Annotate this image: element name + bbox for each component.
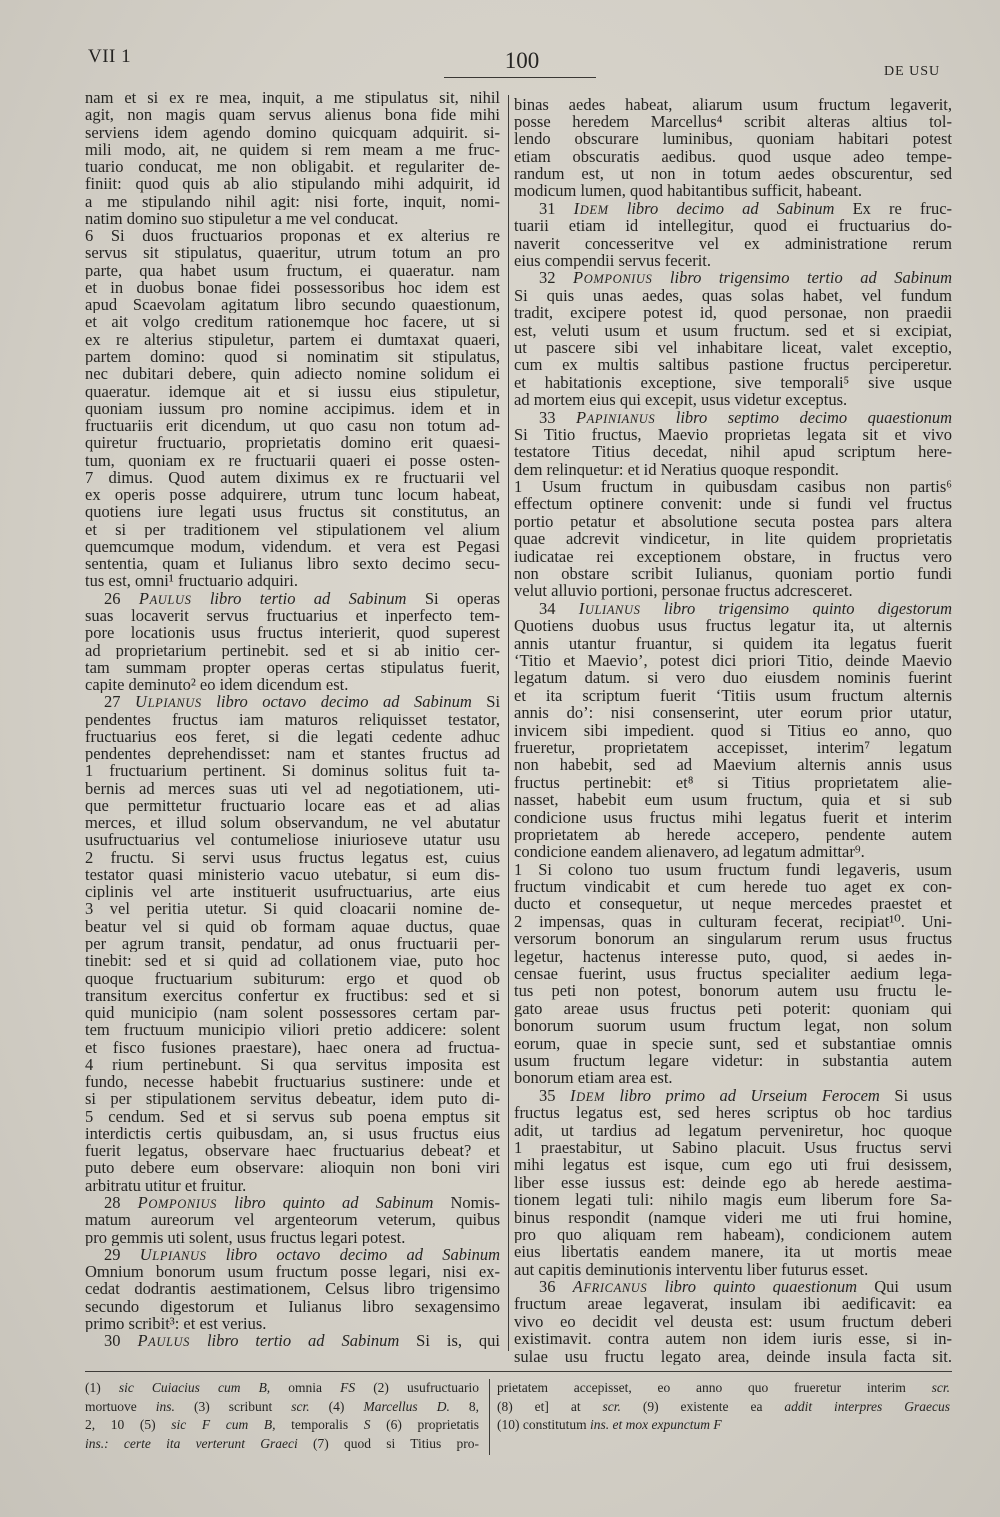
text-line: pore locationis usus fructus interierit, quod superest <box>85 624 500 642</box>
text-line: gato areae usus fructus peti poterit: quoniam qui <box>514 999 952 1018</box>
text-line: capite deminuto² eo idem dicendum est. <box>85 676 349 694</box>
text-line: ducto et consequetur, ut neque mercedes praestet et <box>514 895 952 913</box>
text-line: tum, quoniam ex re fructuarii quaeri ei posse osten- <box>85 451 500 469</box>
text-line: beatur vel si quid ob formam aquae ductus, quae <box>85 917 500 936</box>
footnote-text: sic F cum B, <box>171 1417 276 1433</box>
text-line: condicione usus fructus mihi legatus fuerit et interim <box>514 808 952 826</box>
text-line: serviens idem agendo domino quicquam adquirit. si- <box>85 123 500 141</box>
text-line: Omnium bonorum usum fructum posse legari, nisi ex- <box>85 1263 500 1281</box>
footnote-text: ins. <box>155 1398 175 1414</box>
text-line: matum aureorum vel argenteorum veterum, quibus <box>85 1211 500 1229</box>
text-line: agit, non magis quam servus alienus bona fide mihi <box>85 106 500 124</box>
text-line: bonorum etiam area est. <box>514 1069 673 1087</box>
fragment-heading-line <box>514 409 952 426</box>
footnote-text: omnia <box>270 1380 341 1395</box>
text-line: pro quo aliquam rem habeam), condicionem autem <box>514 1225 952 1244</box>
fragment-num: 27 <box>104 693 121 711</box>
text-line: 2 impensas, quas in culturam fecerat, recipiat¹⁰. Uni- <box>514 912 952 931</box>
fragment-work: libro trigensimo quinto digestorum <box>663 599 952 618</box>
footnote-text: (2) usufructuario <box>355 1380 479 1395</box>
text-line: frueretur, proprietatem accepisset, interim⁷ legatum <box>514 738 952 757</box>
footnote-text: temporalis <box>275 1417 364 1433</box>
text-line: posse heredem Marcellus⁴ scribit alteras altius tol- <box>514 112 952 131</box>
text-line: randum est, ut non in totum aedes obscurentur, sed <box>514 165 952 183</box>
text-line: eorum, quae in specie sunt, sed et substantiae omnis <box>514 1034 952 1052</box>
text-line: vivo eo decidit vel deusta est: usum fructum deberi <box>514 1312 952 1331</box>
text-line: 1 Usum fructum in quibusdam casibus non partis⁶ <box>514 478 952 496</box>
text-line: legetur, hactenus interesse puto, quod, si aedes in- <box>514 947 952 966</box>
text-line: velut alluvio portioni, personae fructus adcresceret. <box>514 582 853 600</box>
text-line: servus sit stipulatus, quaeritur, utrum totum an pro <box>85 244 500 262</box>
fragment-heading-line <box>85 693 500 710</box>
text-line: eius compendii servus fecerit. <box>514 252 712 270</box>
fragment-heading-line <box>514 269 952 286</box>
footnote-line <box>85 1379 479 1398</box>
text-line: fructuarius eos feret, si die legati cedente adhuc <box>85 727 500 746</box>
fragment-heading-line <box>514 200 952 217</box>
text-line: nec dubitari debere, quin adiecto nomine solidum ei <box>85 365 500 383</box>
text-line: quaeratur. idemque ait et si iussu eius stipuletur, <box>85 382 500 400</box>
text-line: condicione eandem alienavero, ad legatum admittar⁹. <box>514 843 865 861</box>
text-line: 3 vel peritia utetur. Si quid cloacarii nomine de- <box>85 900 500 918</box>
fragment-num: 29 <box>104 1245 121 1264</box>
text-line: arbitratu utitur et fruitur. <box>85 1176 247 1194</box>
text-line: 1 praestabitur, ut Sabino placuit. Usus fructus servi <box>514 1138 952 1157</box>
text-line: suas locaverit servus fructuarius et inperfecto tem- <box>85 606 500 625</box>
fragment-num: 28 <box>104 1194 121 1212</box>
text-line: ad mortem eius qui excepit, usus videtur exceptus. <box>514 391 848 409</box>
text-line: per agrum transit, pendatur, ad onus fructuarii per- <box>85 935 500 953</box>
text-line: tionem legati tuli: nihilo magis eum liberum fore Sa- <box>514 1191 952 1209</box>
footnote-rule <box>85 1371 952 1372</box>
footnote-text: S <box>363 1417 371 1433</box>
text-line: mihi legatus est isque, cum ego uti frui desissem, <box>514 1156 952 1174</box>
text-line: secundo digestorum et Iulianus libro sexagensimo <box>85 1297 500 1315</box>
footnote-text: (4) <box>309 1398 364 1414</box>
fragment-author: PAULUS <box>137 1332 191 1350</box>
footnote-text: Marcellus D. <box>363 1398 450 1414</box>
footnote-text: scr. <box>931 1380 950 1395</box>
text-line: testatore Titius decedat, nihil apud scriptum here- <box>514 443 952 461</box>
fragment-work: libro decimo ad Sabinum <box>626 199 835 218</box>
text-line: 7 dimus. Quod autem diximus ex re fructuarii vel <box>85 468 500 487</box>
text-line: interdictis certis quibusdam, an, si usus fructus eius <box>85 1124 500 1143</box>
text-line: primo scribit³: et est verius. <box>85 1314 267 1333</box>
fragment-heading-line <box>514 1278 952 1295</box>
text-line: 1 fructuarium pertinent. Si dominus solitus fuit ta- <box>85 762 500 780</box>
text-line: modicum lumen, quod habitantibus sufficit, habeant. <box>514 182 862 200</box>
fragment-heading-line <box>85 1194 500 1211</box>
text-line: aut capitis deminutionis interventu liber futurus esset. <box>514 1260 869 1279</box>
fragment-author: IDEM <box>570 1086 606 1105</box>
fragment-author: POMPONIUS <box>573 269 653 287</box>
text-line: sententia, quam et Iulianus libro sexto decimo secu- <box>85 555 500 573</box>
fragment-text: Qui usum <box>874 1278 952 1296</box>
fragment-author: IULIANUS <box>578 599 641 618</box>
text-line: que permittetur fructuario locare eas et ad alias <box>85 796 500 815</box>
footnote-line <box>85 1398 479 1417</box>
fragment-num: 33 <box>539 408 556 426</box>
text-line: censae fuerint, usus fructus specialiter aedium lega- <box>514 965 952 983</box>
text-line: bernis ad merces suas uti vel ad negotiationem, uti- <box>85 779 500 797</box>
text-line: apud Scaevolam agitatum libro secundo quaestionum, <box>85 296 500 314</box>
text-line: quoniam iussum pro nomine accipimus. idem et in <box>85 399 500 418</box>
fragment-num: 30 <box>104 1332 121 1350</box>
running-title: DE USU <box>884 64 941 79</box>
text-line: ‘Titio et Maevio’, potest dici priori Titio, deinde Maevio <box>514 652 952 670</box>
text-line: naverit concesseritve vel ex administratione rerum <box>514 234 952 253</box>
text-line: tem fructuum municipio viliori pretio addicere: solent <box>85 1021 500 1039</box>
text-line: tradit, excipere potest id, quod personae, non praedii <box>514 304 952 322</box>
text-line: ciplinis vel arte instituerit usufructuarius, arte eius <box>85 883 500 901</box>
footnote-text: prietatem accepisset, eo anno quo frueretur interim <box>497 1380 932 1395</box>
fragment-heading-line <box>514 1087 952 1104</box>
footnotes-right <box>497 1379 950 1435</box>
left-text-column <box>85 89 500 1349</box>
fragment-num: 34 <box>539 599 556 618</box>
footnote-text: addit interpres Graecus <box>784 1398 950 1414</box>
fragment-author: ULPIANUS <box>135 693 202 711</box>
text-line: non obstare scribit Iulianus, quoniam portio fundi <box>514 565 952 583</box>
section-number: VII 1 <box>88 46 132 67</box>
text-line: ut pascere sibi vel inhabitare liceat, valet exceptio, <box>514 338 952 357</box>
text-line: fructus pertinebit: et⁸ si Titius proprietatem alie- <box>514 773 952 792</box>
fragment-num: 31 <box>539 199 556 218</box>
text-line: nam et si ex re mea, inquit, a me stipulatus sit, nihil <box>85 89 500 107</box>
page-number: 100 <box>504 48 540 73</box>
text-line: Quotiens duobus usus fructus legatur ita, ut alternis <box>514 617 952 635</box>
text-line: tuarii etiam id intellegitur, quod ei fructuarius do- <box>514 217 952 235</box>
text-line: merces, et illud solum observandum, ne vel abutatur <box>85 814 500 832</box>
text-line: testator quasi ministerio vacuo utebatur, si eum dis- <box>85 865 500 884</box>
fragment-work: libro tertio ad Sabinum <box>206 1332 400 1350</box>
fragment-text: Si <box>486 693 500 711</box>
footnote-divider <box>489 1379 490 1455</box>
text-line: 2 fructu. Si servi usus fructus legatus est, cuius <box>85 848 500 866</box>
text-line: transitum exercitus confertur ex fructibus: sed et si <box>85 986 500 1005</box>
footnote-text: 8, <box>449 1398 479 1414</box>
text-line: proprietatem ab herede accepero, pendente autem <box>514 825 952 844</box>
text-line: quoque fructuarium subiturum: ergo et quod ob <box>85 969 500 987</box>
text-line: fructum vindicabit et cum herede tuo aget ex con- <box>514 878 952 896</box>
footnote-line <box>85 1435 479 1454</box>
text-line: non habebit, sed ad Maevium alternis annis usus <box>514 756 952 774</box>
fragment-work: libro primo ad Urseium Ferocem <box>619 1086 880 1105</box>
text-line: eius libertatis eandem manere, ita ut mortis meae <box>514 1243 952 1261</box>
text-line: 6 Si duos fructuarios proponas et ex alterius re <box>85 227 500 245</box>
footnote-text: mortuove <box>85 1398 156 1414</box>
fragment-text: Si is, qui <box>416 1332 500 1350</box>
fragment-text: Ex re fruc- <box>852 199 952 218</box>
fragment-num: 36 <box>539 1278 556 1296</box>
fragment-author: POMPONIUS <box>137 1194 217 1212</box>
text-line: binas aedes habeat, aliarum usum fructum legaverit, <box>514 95 952 113</box>
footnotes-left <box>85 1379 479 1454</box>
text-line: binus respondit (namque videri me uti frui homine, <box>514 1208 952 1226</box>
footnote-text: sic Cuiacius cum B, <box>118 1380 271 1395</box>
text-line: tuario conducat, me non obligabit. et regulariter de- <box>85 158 500 176</box>
text-line: parte, qua habet usum fructum, ei quaeratur. nam <box>85 261 500 279</box>
fragment-heading-line <box>85 590 500 607</box>
text-line: legatum datum. si vero duo eiusdem nominis fuerint <box>514 669 952 687</box>
footnote-text: (10) constitutum <box>497 1417 590 1433</box>
text-line: partem domino: quod si nominatim sit stipulatus, <box>85 347 500 366</box>
text-line: Si Titio fructus, Maevio proprietas legata sit et vivo <box>514 425 952 444</box>
footnote-text: (3) scribunt <box>174 1398 292 1414</box>
footnote-line <box>497 1398 950 1417</box>
text-line: quotiens iure legati usus fructus sit constitutus, an <box>85 503 500 521</box>
text-line: si per stipulationem servitus debeatur, idem puto di- <box>85 1090 500 1108</box>
text-line: tam summam propter operas certas stipulatus fuerit, <box>85 658 500 677</box>
fragment-num: 32 <box>539 269 556 287</box>
text-line: iudicatae rei exceptionem obstare, in fructus vero <box>514 547 952 566</box>
column-divider <box>508 95 509 1351</box>
footnote-text: scr. <box>602 1398 621 1414</box>
footnote-text: ins.: certe ita verterunt Graeci <box>85 1436 298 1452</box>
text-line: pendentes fructus iam maturos reliquisset testator, <box>85 710 500 728</box>
text-line: fundo, necesse habebit fructuarius sustinere: unde et <box>85 1073 500 1091</box>
footnote-text: (1) <box>85 1380 119 1395</box>
text-line: bonorum suorum usum fructum legat, non solum <box>514 1017 952 1035</box>
fragment-heading-line <box>514 600 952 617</box>
text-line: liber esse iussus est: deinde ego ab herede aestima- <box>514 1173 952 1192</box>
text-line: nasset, habebit eum usum fructum, quia et si sub <box>514 791 952 809</box>
text-line: annis utantur fruantur, si quidem ita legatus fuerit <box>514 634 952 652</box>
footnote-text: FS <box>340 1380 356 1395</box>
text-line: usum fructum legare videtur: in substantia autem <box>514 1051 952 1070</box>
text-line: et ait volgo creditum rationemque hoc facere, ut si <box>85 313 500 331</box>
text-line: et fisco fusiones praestare), haec onera ad fructua- <box>85 1038 500 1056</box>
fragment-author: AFRICANUS <box>572 1278 648 1296</box>
text-line: quid municipio (nam solent possessores certam par- <box>85 1004 500 1022</box>
fragment-work: libro octavo decimo ad Sabinum <box>225 1245 500 1264</box>
text-line: est, veluti usum et usum fructum. sed et si excipiat, <box>514 321 952 339</box>
text-line: Si quis unas aedes, quas solas habet, vel fundum <box>514 286 952 305</box>
text-line: quemcumque modum, videndum. et vera est Pegasi <box>85 537 500 556</box>
text-line: puto debere eum observare: alioquin non boni viri <box>85 1159 500 1177</box>
footnote-text: ins. et mox expunctum F <box>590 1417 722 1433</box>
fragment-author: ULPIANUS <box>139 1245 207 1264</box>
text-line: annis do’: nisi consenserint, uter eorum prior utatur, <box>514 704 952 722</box>
text-line: versorum bonorum an singularum rerum usus fructus <box>514 930 952 948</box>
footnote-text: scr. <box>291 1398 310 1414</box>
text-line: invicem sibi impedient. quod si Titius eo anno, quo <box>514 721 952 739</box>
fragment-heading-line <box>85 1246 500 1263</box>
text-line: effectum optinere convenit: unde si fundi vel fructus <box>514 495 952 513</box>
text-line: et in duobus bonae fidei possessoribus hoc idem est <box>85 278 500 297</box>
text-line: pro gemmis uti solent, usus fructus legari potest. <box>85 1228 406 1246</box>
text-line: fuerit legatus, observare haec fructuarius debeat? et <box>85 1142 500 1160</box>
text-line: adit, ut tardius ad legatum perveniretur, hoc quoque <box>514 1121 952 1139</box>
text-line: ad proprietarium pertinebit. sed et si ab initio cer- <box>85 641 500 659</box>
text-line: 4 rium pertinebunt. Si qua servitus imposita est <box>85 1055 500 1074</box>
text-line: 5 cendum. Sed et si servus sub poena emptus sit <box>85 1107 500 1125</box>
footnote-text: (8) et] at <box>497 1398 603 1414</box>
text-line: fructum areae legaverat, insulam ibi aedificavit: ea <box>514 1295 952 1313</box>
text-line: 1 Si colono tuo usum fructum fundi legaveris, usum <box>514 860 952 879</box>
right-text-column <box>514 96 952 1366</box>
text-line: etiam obscuratis aedibus. quod usque adeo tempe- <box>514 147 952 166</box>
fragment-work: libro quinto quaestionum <box>664 1278 857 1296</box>
text-line: finiit: quod quis ab alio stipulando mihi adquirit, id <box>85 175 500 193</box>
text-line: tus est, omni¹ fructuario adquiri. <box>85 572 298 590</box>
text-line: tus peti non potest, bonorum autem usu fructu le- <box>514 982 952 1000</box>
text-line: portio petatur et absolutione secuta postea pars altera <box>514 512 952 531</box>
text-line: usufructuarius vel contumeliose iniurioseve utatur usu <box>85 831 500 849</box>
fragment-text: Si usus <box>894 1086 952 1105</box>
text-line: sulae usu fructu legato area, deinde insula facta sit. <box>514 1347 952 1366</box>
fragment-text: Si operas <box>424 589 500 607</box>
text-line: mili modo, ait, ne quidem si rem meam a me fruc- <box>85 140 500 159</box>
footnote-text: (7) quod si Titius pro- <box>297 1436 479 1452</box>
text-line: et habitationis exceptione, sive temporali⁵ sive usque <box>514 373 952 392</box>
text-line: quiretur fructuario, proprietatis domino erit quaesi- <box>85 434 500 452</box>
text-line: pendentes deprehendisset: nam et stantes fructus ad <box>85 745 500 763</box>
fragment-author: PAULUS <box>138 589 192 607</box>
text-line: lendo obscurare luminibus, quoniam habitari potest <box>514 130 952 148</box>
text-line: a me stipulando nihil agit: nisi forte, inquit, nomi- <box>85 192 500 210</box>
fragment-work: libro septimo decimo quaestionum <box>675 408 952 426</box>
text-line: fructus legatus est, sed heres scriptus ob hoc tardius <box>514 1104 952 1122</box>
fragment-num: 26 <box>104 589 121 607</box>
footnote-line <box>497 1416 950 1435</box>
text-line: existimavit. contra autem non idem iuris esse, si in- <box>514 1330 952 1348</box>
text-line: natim domino suo stipuletur a me vel conducat. <box>85 209 399 228</box>
text-line: tinebit: sed et si quid ad collationem viae, puto hoc <box>85 952 500 970</box>
fragment-work: libro quinto ad Sabinum <box>234 1194 434 1212</box>
text-line: dem relinquetur: et id Neratius quoque respondit. <box>514 460 839 479</box>
fragment-work: libro trigensimo tertio ad Sabinum <box>669 269 952 287</box>
text-line: ex operis posse adquirere, utrum tunc locum habeat, <box>85 486 500 504</box>
text-line: et ita scriptum fuerit ‘Titiis usum fructum alternis <box>514 686 952 705</box>
text-line: cum ex multis saltibus pastione fructus perciperetur. <box>514 356 952 374</box>
footnote-text: (9) existente ea <box>620 1398 785 1414</box>
fragment-work: libro tertio ad Sabinum <box>209 589 407 607</box>
footnote-text: 2, 10 (5) <box>85 1417 172 1433</box>
fragment-num: 35 <box>539 1086 556 1105</box>
fragment-work: libro octavo decimo ad Sabinum <box>216 693 472 711</box>
footnote-text: (6) proprietatis <box>370 1417 479 1433</box>
text-line: quae adcrevit vindicetur, in lite quidem proprietatis <box>514 530 952 548</box>
text-line: et si per traditionem vel stipulationem vel alium <box>85 520 500 538</box>
fragment-author: PAPINIANUS <box>575 408 656 426</box>
footnote-line <box>85 1416 479 1435</box>
text-line: cedat dodrantis aestimationem, Celsus libro trigensimo <box>85 1280 500 1298</box>
fragment-heading-line <box>85 1332 500 1349</box>
text-line: ex re alterius stipuletur, partem ei dumtaxat quaeri, <box>85 330 500 348</box>
footnote-line <box>497 1379 950 1398</box>
fragment-text: Nomis- <box>450 1194 500 1212</box>
fragment-author: IDEM <box>573 199 609 218</box>
header-rule <box>444 77 596 78</box>
text-line: fructuariis erit dicendum, ut quo casu non totum ad- <box>85 417 500 435</box>
